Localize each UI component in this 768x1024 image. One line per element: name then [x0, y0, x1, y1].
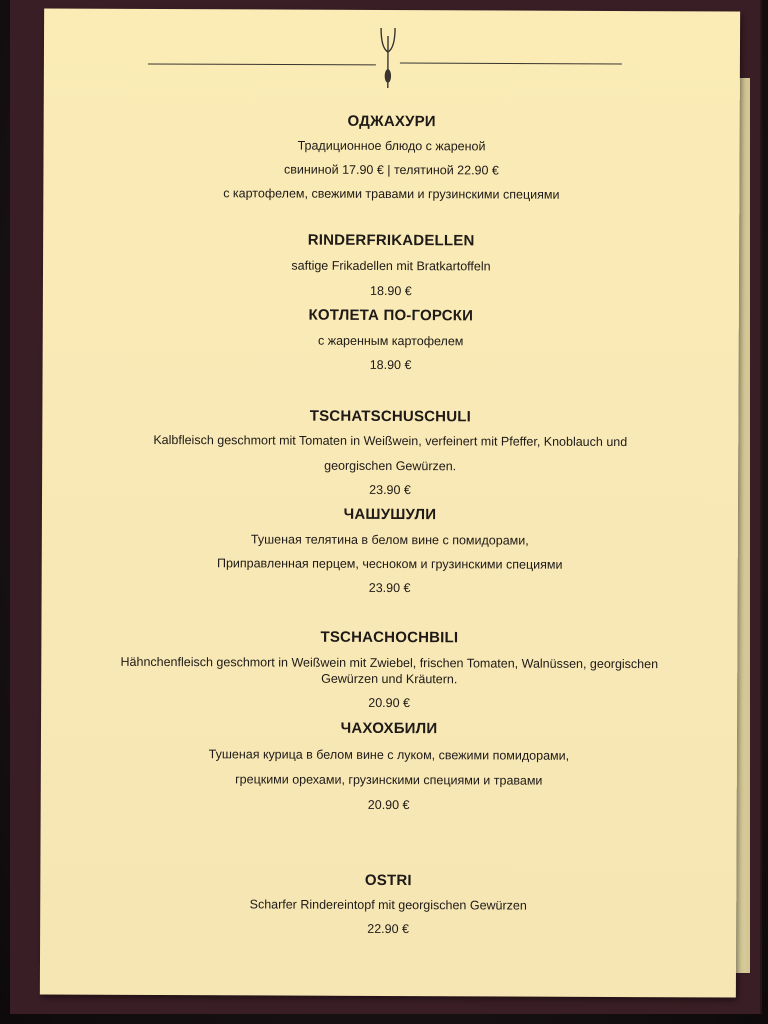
dish-title: TSCHATSCHUSCHULI	[309, 407, 472, 426]
dish-description: georgischen Gewürzen.	[324, 458, 457, 474]
dish-price: 23.90 €	[369, 482, 411, 498]
dish-description: saftige Frikadellen mit Bratkartoffeln	[291, 258, 491, 274]
dish-description: Kalbfleisch geschmort mit Tomaten in Weißwein, verfeinert mit Pfeffer, Knoblauch und	[153, 432, 628, 450]
dish-title: RINDERFRIKADELLEN	[307, 231, 475, 250]
dish-title: TSCHACHOCHBILI	[320, 628, 459, 647]
menu-content	[40, 8, 740, 997]
dish-description: грецкими орехами, грузинскими специями и травами	[235, 772, 543, 788]
dish-description: с картофелем, свежими травами и грузинскими специями	[223, 186, 560, 202]
dish-price: 18.90 €	[370, 283, 412, 299]
dish-price: 20.90 €	[368, 695, 411, 711]
dish-price: 18.90 €	[369, 357, 412, 373]
dish-title: КОТЛЕТА ПО-ГОРСКИ	[308, 306, 474, 325]
dish-price: 23.90 €	[368, 580, 411, 596]
dish-description: Hähnchenfleisch geschmort in Weißwein mit Zwiebel, frischen Tomaten, Walnüssen, georgischen	[120, 654, 659, 672]
dish-description: Тушеная курица в белом вине с луком, свежими помидорами,	[208, 747, 570, 763]
dish-title: ЧАШУШУЛИ	[343, 505, 437, 524]
dish-title: ОДЖАХУРИ	[347, 112, 436, 131]
dish-description: свининой 17.90 € | телятиной 22.90 €	[283, 162, 499, 178]
dish-description: Gewürzen und Kräutern.	[321, 671, 458, 687]
dish-title: OSTRI	[364, 871, 412, 890]
dish-description: Приправленная перцем, чесноком и грузинскими специями	[216, 556, 563, 572]
dish-price: 20.90 €	[367, 797, 410, 813]
dish-description: Scharfer Rindereintopf mit georgischen Gewürzen	[249, 897, 527, 913]
dish-description: Тушеная телятина в белом вине с помидорами,	[250, 532, 529, 548]
dish-title: ЧАХОХБИЛИ	[340, 719, 438, 738]
dish-description: Традиционное блюдо с жареной	[297, 138, 486, 154]
dish-price: 22.90 €	[367, 921, 410, 937]
dish-description: с жаренным картофелем	[317, 333, 464, 349]
menu-page	[40, 8, 740, 997]
